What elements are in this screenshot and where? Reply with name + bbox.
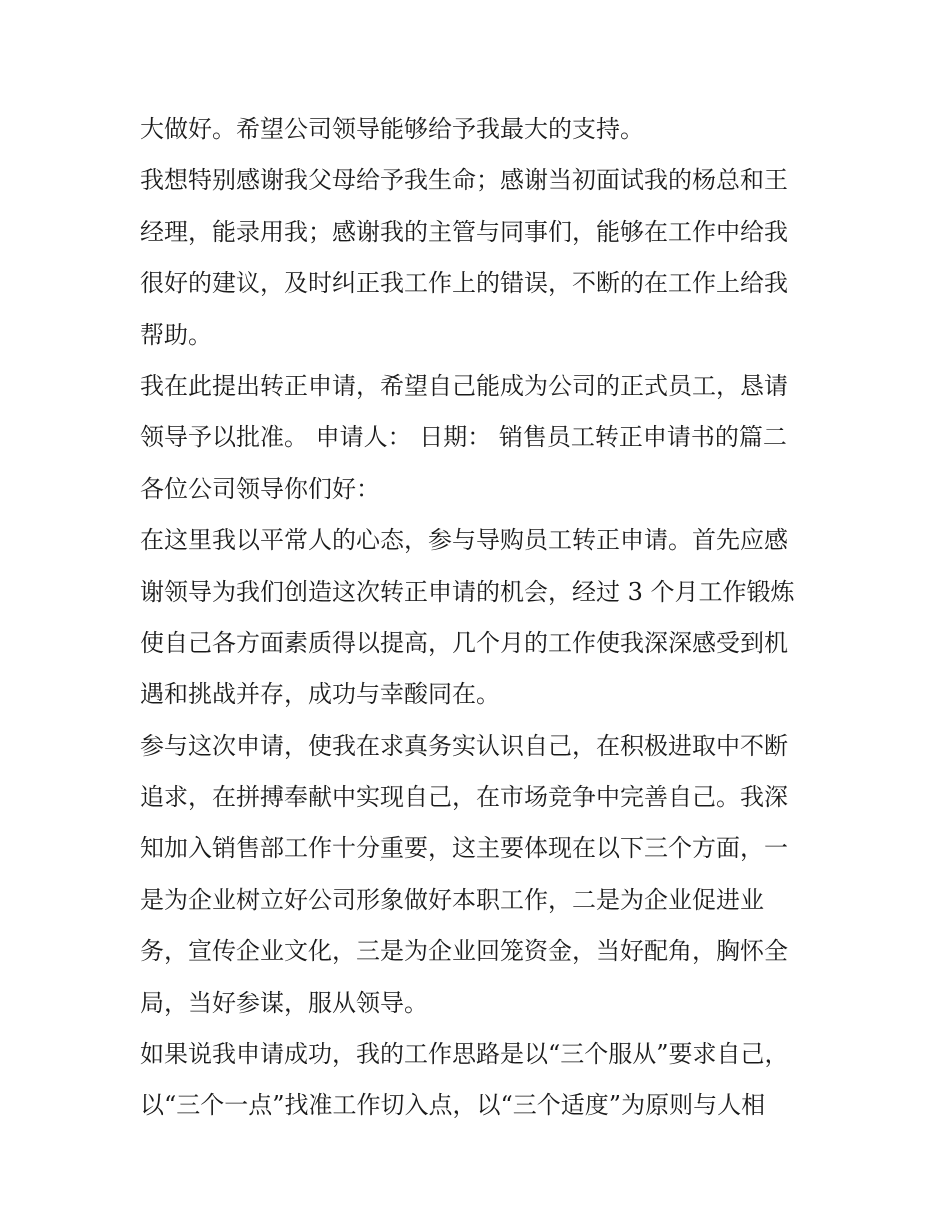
text-line: 我想特别感谢我父母给予我生命；感谢当初面试我的杨总和王 [140, 166, 788, 195]
text-line: 大做好。希望公司领导能够给予我最大的支持。 [140, 115, 644, 143]
text-line: 谢领导为我们创造这次转正申请的机会，经过 3 个月工作锻炼 [140, 577, 795, 606]
text-line: 我在此提出转正申请，希望自己能成为公司的正式员工，恳请 [140, 371, 788, 400]
text-line: 很好的建议，及时纠正我工作上的错误，不断的在工作上给我 [140, 269, 788, 298]
text-line: 领导予以批准。 申请人： 日期： 销售员工转正申请书的篇二 [140, 423, 787, 452]
text-line: 经理，能录用我；感谢我的主管与同事们，能够在工作中给我 [140, 217, 788, 246]
text-line: 如果说我申请成功，我的工作思路是以“三个服从”要求自己， [140, 1040, 789, 1069]
text-line: 在这里我以平常人的心态，参与导购员工转正申请。首先应感 [140, 526, 788, 555]
text-line: 以“三个一点”找准工作切入点，以“三个适度”为原则与人相 [140, 1091, 766, 1120]
document-body [140, 104, 820, 1132]
text-line: 局，当好参谋，服从领导。 [140, 988, 428, 1017]
text-line: 参与这次申请，使我在求真务实认识自己，在积极进取中不断 [140, 731, 788, 760]
text-line: 帮助。 [140, 320, 212, 349]
text-line: 是为企业树立好公司形象做好本职工作，二是为企业促进业 [140, 885, 764, 914]
text-line: 各位公司领导你们好： [140, 474, 380, 503]
text-line: 遇和挑战并存，成功与幸酸同在。 [140, 680, 500, 709]
text-line: 追求，在拼搏奉献中实现自己，在市场竞争中完善自己。我深 [140, 783, 788, 812]
text-line: 务，宣传企业文化，三是为企业回笼资金，当好配角，胸怀全 [140, 937, 788, 966]
text-line: 使自己各方面素质得以提高，几个月的工作使我深深感受到机 [140, 628, 788, 657]
text-line: 知加入销售部工作十分重要，这主要体现在以下三个方面，一 [140, 834, 788, 863]
